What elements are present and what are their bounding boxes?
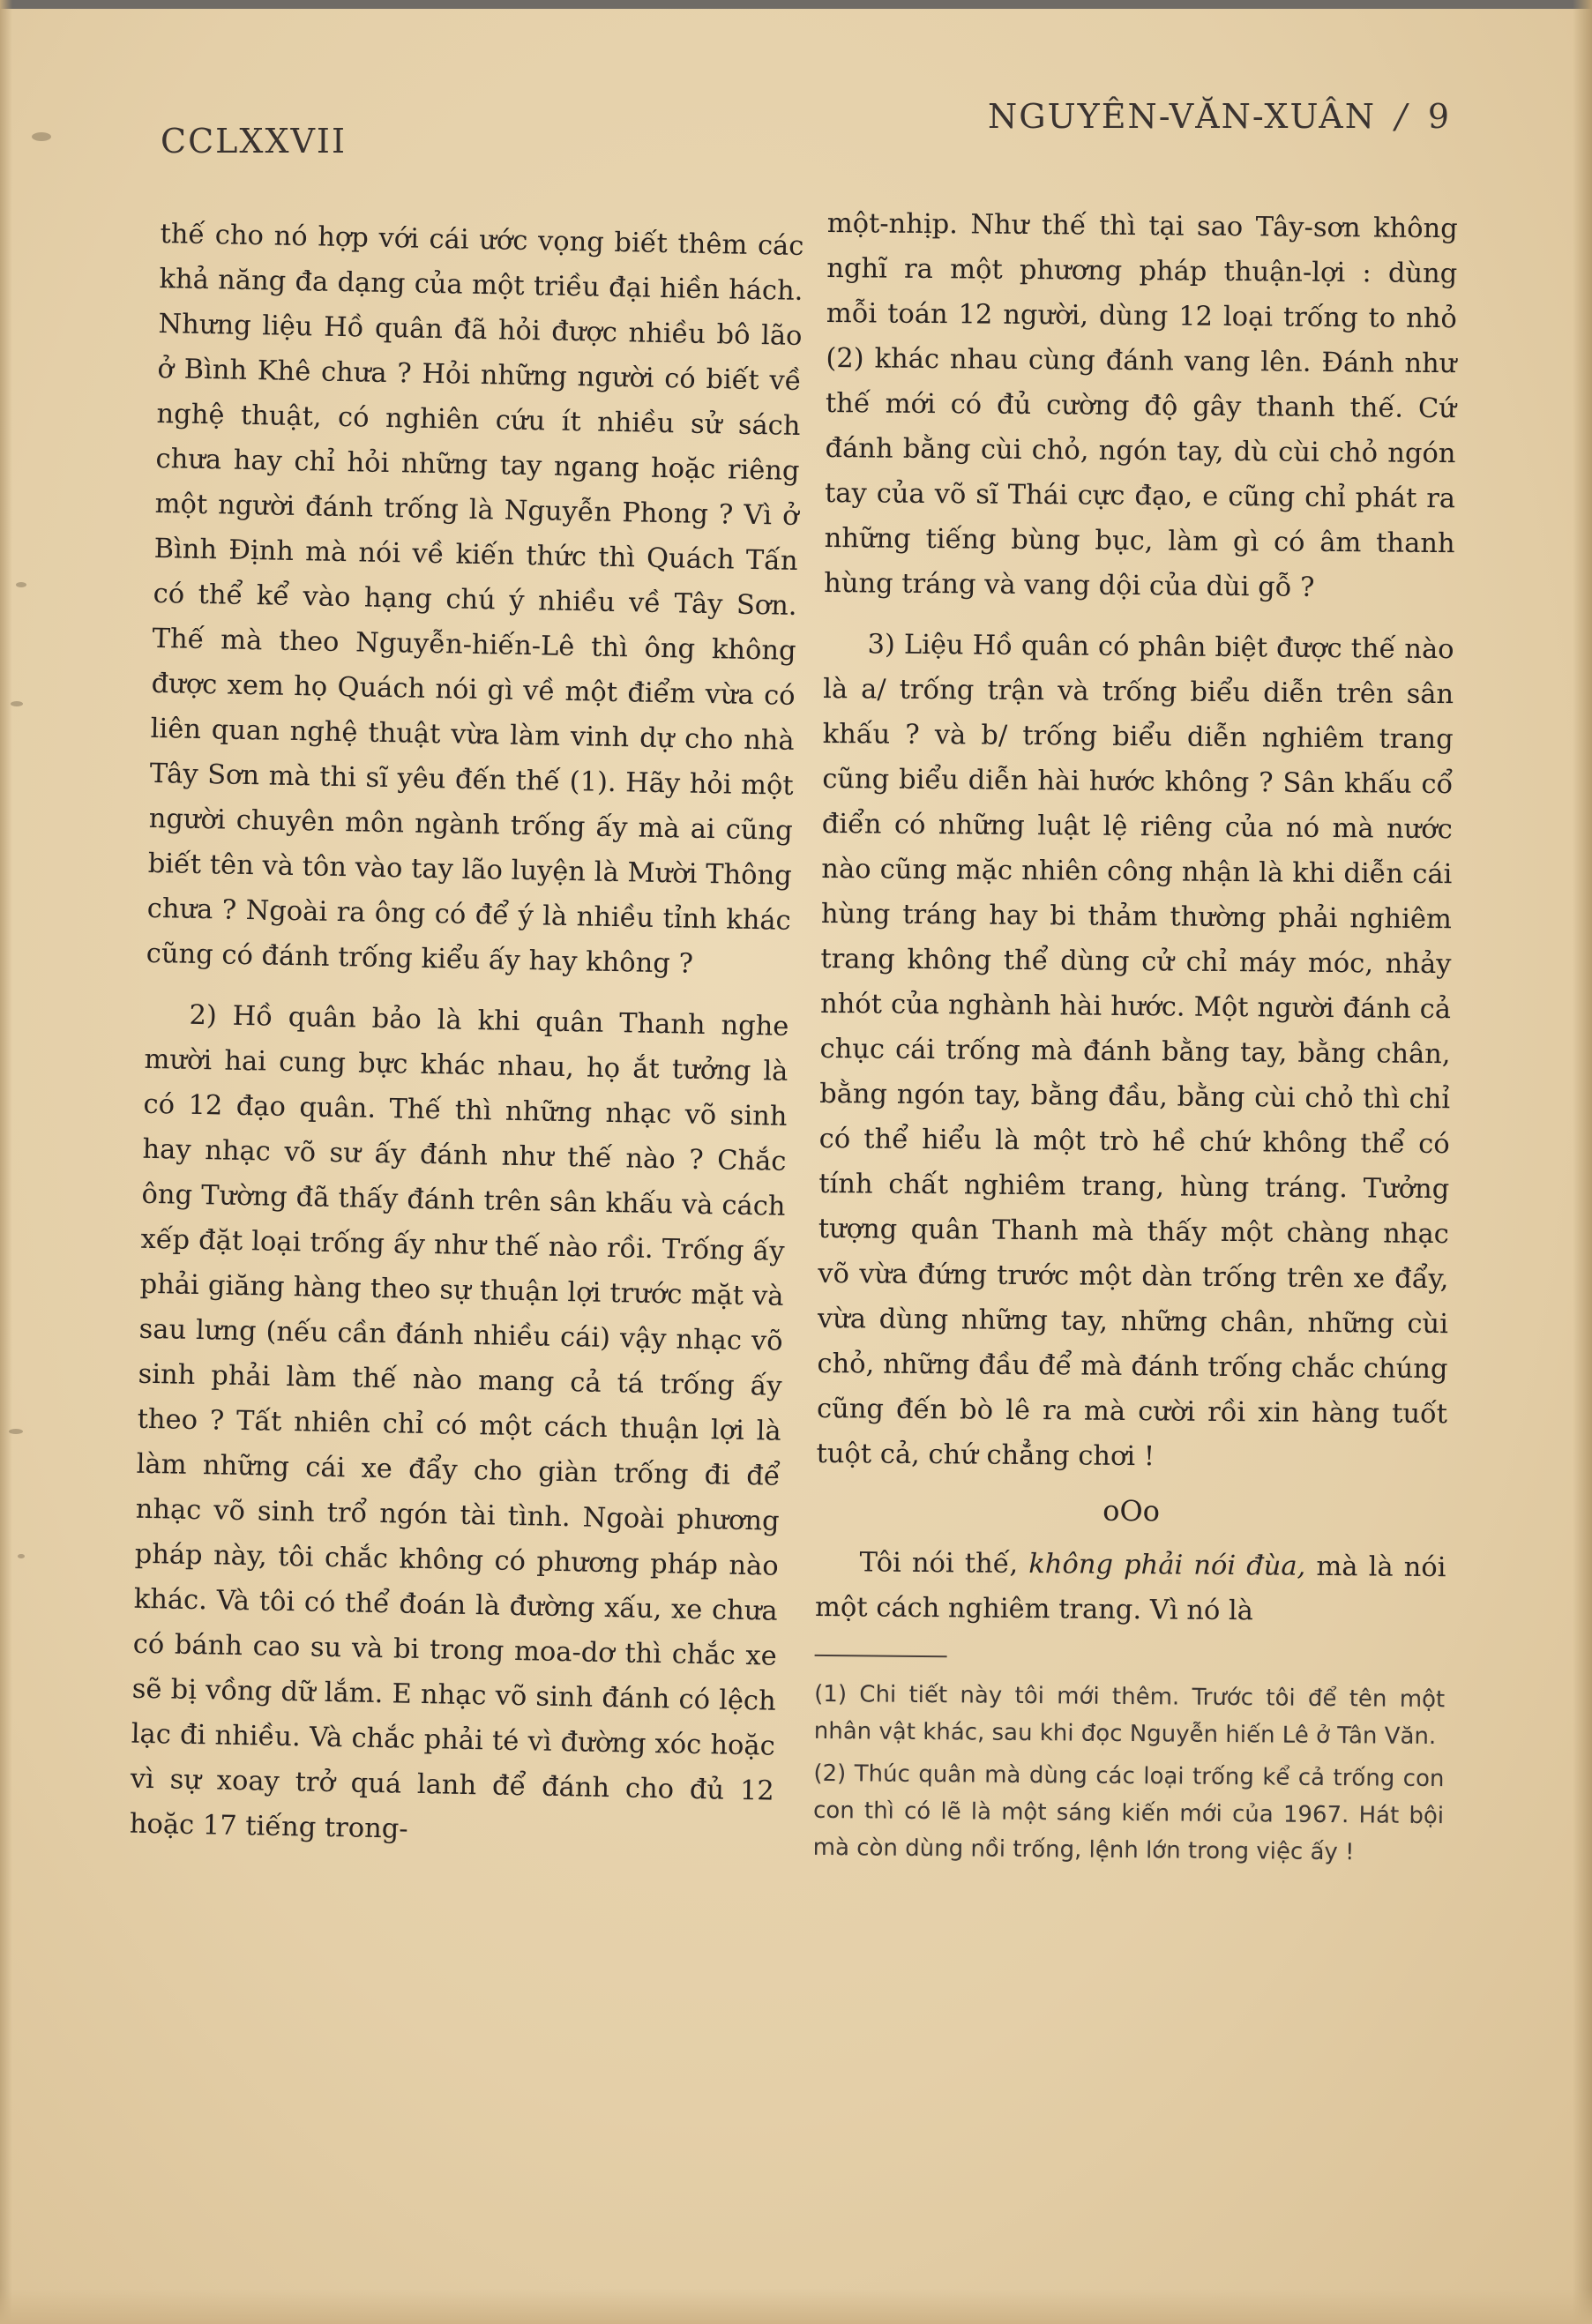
right-column: [813, 201, 1458, 1872]
section-divider: oOo: [1102, 1493, 1161, 1528]
left-paragraph-2: [129, 992, 789, 1859]
right-paragraph-3-emphasis: không phải nói đùa,: [1028, 1549, 1306, 1582]
ink-smudge: [32, 132, 51, 141]
footnote-rule: [815, 1655, 947, 1657]
right-paragraph-2-text: 3) Liệu Hồ quân có phân biệt được thế nào là a/ trống trận và trống biểu diễn trên sân khấu ? và b/ trống biểu diễn nghiêm trang cũng biểu diễn hài hước không ? Sân khấu cổ điển có những luật lệ riêng của nó mà nước nào cũng mặc nhiên công nhận là khi diễn cái hùng tráng hay bi thảm thường phải nghiêm trang không thể dùng cử chỉ máy móc, nhảy nhót của nghành hài hước. Một người đánh cả chục cái trống mà đánh bằng tay, bằng chân, bằng ngón tay, bằng đầu, bằng cùi chỏ thì chỉ có thể hiểu là một trò hề chứ không thể có tính chất nghiêm trang, hùng tráng. Tưởng tượng quân Thanh mà thấy một chàng nhạc võ vừa đứng trước một dàn trống trên xe đẩy, vừa dùng những tay, những chân, những cùi chỏ, những đầu để mà đánh trống chắc chúng cũng đến bò lê ra mà cười rồi xin hàng tuốt tuột cả, chứ chẳng chơi !: [816, 629, 1454, 1473]
ink-smudge: [11, 701, 23, 706]
right-paragraph-2: [816, 622, 1454, 1482]
paper-bottom-edge: [0, 2289, 1592, 2324]
running-header: [988, 97, 1451, 136]
paper-right-edge: [1573, 0, 1592, 2324]
right-paragraph-3-lead: Tôi nói thế,: [859, 1547, 1019, 1580]
page-number: 9: [1427, 97, 1451, 136]
left-paragraph-1: thế cho nó hợp với cái ước vọng biết thêm các khả năng đa dạng của một triều đại hiền hách. Nhưng liệu Hồ quân đã hỏi được nhiều bô lão ở Bình Khê chưa ? Hỏi những người có biết về nghệ thuật, có nghiên cứu ít nhiều sử sách chưa hay chỉ hỏi những tay ngang hoặc riêng một người đánh trống là Nguyễn Phong ? Vì ở Bình Định mà nói về kiến thức thì Quách Tấn có thể kể vào hạng chú ý nhiều về Tây Sơn. Thế mà theo Nguyễn-hiến-Lê thì ông không được xem họ Quách nói gì về một điểm vừa có liên quan nghệ thuật vừa làm vinh dự cho nhà Tây Sơn mà thi sĩ yêu đến thế (1). Hãy hỏi một người chuyên môn ngành trống ấy mà ai cũng biết tên và tôn vào tay lão luyện là Mười Thông chưa ? Ngoài ra ông có để ý là nhiều tỉnh khác cũng có đánh trống kiểu ấy hay không ?: [146, 218, 804, 980]
ink-smudge: [16, 582, 26, 587]
ink-smudge: [9, 1429, 23, 1434]
author-name: NGUYÊN-VĂN-XUÂN: [987, 97, 1376, 136]
scan-top-edge: [0, 0, 1592, 9]
right-paragraph-3: [815, 1540, 1446, 1635]
left-column: [129, 212, 803, 1859]
paper-left-edge: [0, 0, 12, 2324]
page-code: CCLXXVII: [161, 122, 347, 161]
footnote-2: (2) Thúc quân mà dùng các loại trống kể cả trống con con thì có lẽ là một sáng kiến mới của 1967. Hát bội mà còn dùng nồi trống, lệnh lớn trong việc ấy !: [812, 1760, 1445, 1866]
right-paragraph-1: một-nhịp. Như thế thì tại sao Tây-sơn không nghĩ ra một phương pháp thuận-lợi : dùng mỗi toán 12 người, dùng 12 loại trống to nhỏ (2) khác nhau cùng đánh vang lên. Đánh như thế mới có đủ cường độ gây thanh thế. Cứ đánh bằng cùi chỏ, ngón tay, dù cùi chỏ ngón tay của võ sĩ Thái cực đạo, e cũng chỉ phát ra những tiếng bùng bục, làm gì có âm thanh hùng tráng và vang dội của dùi gỗ ?: [824, 207, 1458, 603]
ink-smudge: [18, 1554, 25, 1558]
left-paragraph-2-text: 2) Hồ quân bảo là khi quân Thanh nghe mười hai cung bực khác nhau, họ ắt tưởng là có 12 đạo quân. Thế thì những nhạc võ sinh hay nhạc võ sư ấy đánh như thế nào ? Chắc ông Tường đã thấy đánh trên sân khấu và cách xếp đặt loại trống ấy như thế nào rồi. Trống ấy phải giăng hàng theo sự thuận lợi trước mặt và sau lưng (nếu cần đánh nhiều cái) vậy nhạc võ sinh phải làm thế nào mang cả tá trống ấy theo ? Tất nhiên chỉ có một cách thuận lợi là làm những cái xe đẩy cho giàn trống đi để nhạc võ sinh trổ ngón tài tình. Ngoài phương pháp này, tôi chắc không có phương pháp nào khác. Và tôi có thể đoán là đường xấu, xe chưa có bánh cao su và bi trong moa-dơ thì chắc xe sẽ bị vồng dữ lắm. E nhạc võ sinh đánh có lệch lạc đi nhiều. Và chắc phải té vì đường xóc hoặc vì sự xoay trở quá lanh để đánh cho đủ 12 hoặc 17 tiếng trong-: [129, 999, 789, 1845]
right-paragraph-3-rest: mà là nói một cách nghiêm trang. Vì nó là: [814, 1551, 1446, 1627]
footnote-1: (1) Chi tiết này tôi mới thêm. Trước tôi để tên một nhân vật khác, sau khi đọc Nguyễn hiến Lê ở Tân Văn.: [813, 1680, 1446, 1751]
header-separator: /: [1395, 97, 1409, 136]
